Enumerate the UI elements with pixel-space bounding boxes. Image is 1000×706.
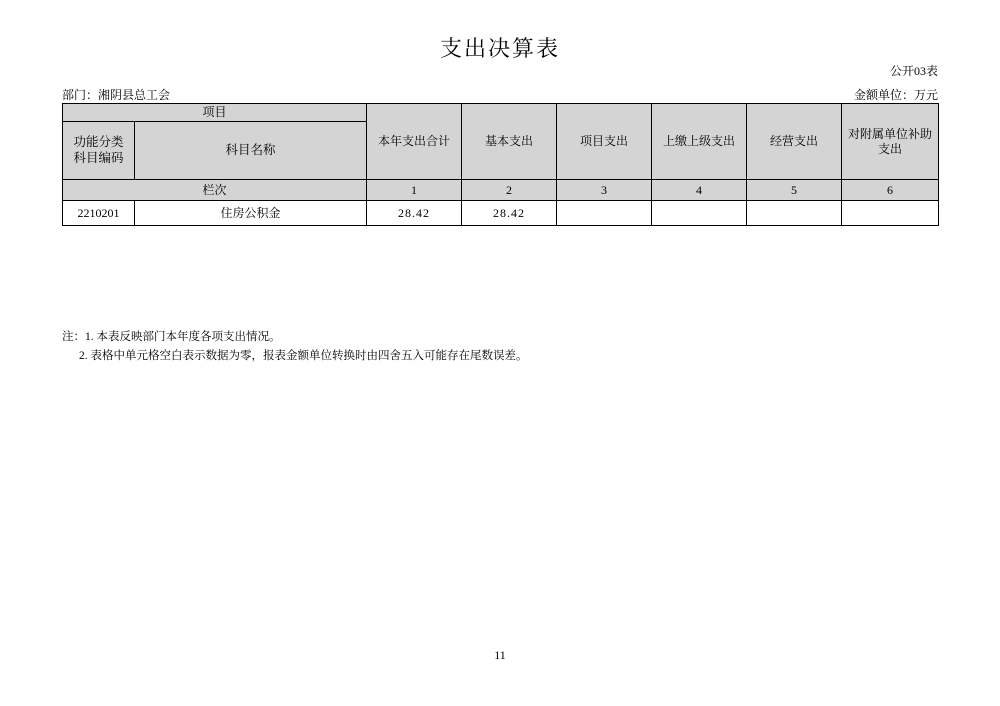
column-number-6: 6 xyxy=(842,180,939,201)
header-group-item: 项目 xyxy=(63,104,367,122)
header-basic: 基本支出 xyxy=(462,104,557,180)
note-1: 注：1. 本表反映部门本年度各项支出情况。 xyxy=(62,331,281,343)
department-label: 部门：湘阴县总工会 xyxy=(62,88,171,102)
column-number-2: 2 xyxy=(462,180,557,201)
header-name: 科目名称 xyxy=(135,122,367,180)
header-subsidy xyxy=(842,104,939,180)
header-operating: 经营支出 xyxy=(747,104,842,180)
table-notes xyxy=(62,328,528,366)
header-total: 本年支出合计 xyxy=(367,104,462,180)
cell-subsidy xyxy=(842,201,939,226)
cell-name: 住房公积金 xyxy=(135,201,367,226)
amount-unit-label: 金额单位：万元 xyxy=(853,88,938,102)
cell-operating xyxy=(747,201,842,226)
header-lanqi: 栏次 xyxy=(63,180,367,201)
page-title: 支出决算表 xyxy=(439,36,560,61)
header-subsidy-line2: 支出 xyxy=(878,141,903,156)
meta-row xyxy=(62,86,938,103)
header-project: 项目支出 xyxy=(557,104,652,180)
header-subsidy-line1: 对附属单位补助 xyxy=(848,126,933,141)
expenditure-table xyxy=(62,103,939,226)
cell-total: 28.42 xyxy=(367,201,462,226)
form-code: 公开03表 xyxy=(889,64,938,78)
column-number-5: 5 xyxy=(747,180,842,201)
expenditure-table-wrapper xyxy=(62,103,938,226)
header-code xyxy=(63,122,135,180)
table-row xyxy=(63,201,939,226)
cell-basic: 28.42 xyxy=(462,201,557,226)
page-number: 11 xyxy=(494,648,506,662)
header-upper: 上缴上级支出 xyxy=(652,104,747,180)
header-code-line2: 科目编码 xyxy=(73,150,124,165)
cell-project xyxy=(557,201,652,226)
note-2: 2. 表格中单元格空白表示数据为零，报表金额单位转换时由四舍五入可能存在尾数误差。 xyxy=(79,349,528,362)
header-code-line1: 功能分类 xyxy=(73,134,124,149)
cell-upper xyxy=(652,201,747,226)
column-number-4: 4 xyxy=(652,180,747,201)
column-number-3: 3 xyxy=(557,180,652,201)
column-number-1: 1 xyxy=(367,180,462,201)
cell-code: 2210201 xyxy=(63,201,135,226)
